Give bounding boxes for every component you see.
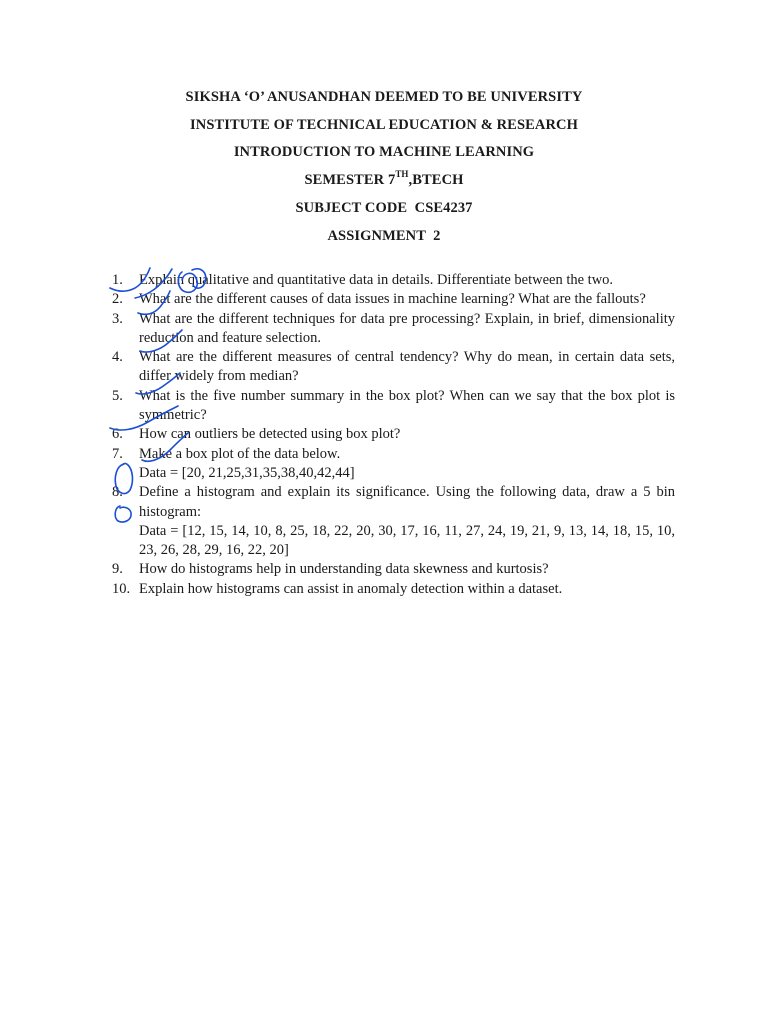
list-item (112, 310, 675, 349)
list-item (112, 483, 675, 560)
question-data: Data = [20, 21,25,31,35,38,40,42,44] (139, 464, 355, 481)
question-text: What is the five number summary in the box plot? When can we say that the box plot is symmetric? (139, 387, 675, 424)
question-number: 4. (112, 349, 123, 366)
question-number: 1. (112, 272, 123, 288)
institute-title: INSTITUTE OF TECHNICAL EDUCATION & RESEARCH (190, 117, 578, 133)
question-number: 8. (112, 484, 123, 501)
question-text: What are the different causes of data issues in machine learning? What are the fallouts? (139, 291, 646, 308)
question-number: 6. (112, 426, 123, 443)
semester-suffix: ,BTECH (408, 172, 464, 188)
course-title: INTRODUCTION TO MACHINE LEARNING (233, 144, 535, 160)
list-item (112, 580, 675, 599)
assignment-title: ASSIGNMENT 2 (327, 228, 441, 244)
university-title: SIKSHA ‘O’ ANUSANDHAN DEEMED TO BE UNIVERSITY (185, 89, 583, 105)
list-item (112, 425, 675, 444)
semester-superscript: TH (395, 169, 409, 180)
question-text: Explain qualitative and quantitative data in details. Differentiate between the two. (139, 272, 614, 288)
question-number: 9. (112, 561, 123, 578)
list-item (112, 387, 675, 426)
list-item (112, 348, 675, 387)
question-text: What are the different measures of central tendency? Why do mean, in certain data sets, differ widely from median? (139, 349, 675, 385)
list-item (112, 290, 675, 309)
subject-code: SUBJECT CODE CSE4237 (295, 200, 473, 216)
question-number: 2. (112, 291, 123, 308)
list-item (112, 560, 675, 579)
question-text: How can outliers be detected using box plot? (139, 426, 401, 443)
semester-line (0, 171, 768, 189)
list-item (112, 445, 675, 484)
question-list (112, 271, 675, 599)
question-text: Explain how histograms can assist in anomaly detection within a dataset. (139, 580, 563, 597)
question-number: 10. (112, 580, 131, 597)
question-text: Make a box plot of the data below. (139, 445, 341, 462)
question-data: Data = [12, 15, 14, 10, 8, 25, 18, 22, 20, 30, 17, 16, 11, 27, 24, 19, 21, 9, 13, 14, 18, 15, 10, 23, 26, 28, 29, 16, 22, 20] (139, 522, 675, 559)
semester-prefix: SEMESTER 7 (304, 172, 396, 188)
question-number: 7. (112, 445, 123, 462)
question-number: 3. (112, 310, 123, 327)
question-text: Define a histogram and explain its significance. Using the following data, draw a 5 bin histogram: (139, 484, 675, 520)
question-text: What are the different techniques for data pre processing? Explain, in brief, dimensionality reduction and feature selection. (139, 310, 675, 346)
question-text: How do histograms help in understanding data skewness and kurtosis? (139, 561, 549, 578)
question-number: 5. (112, 387, 123, 404)
list-item (112, 271, 675, 290)
